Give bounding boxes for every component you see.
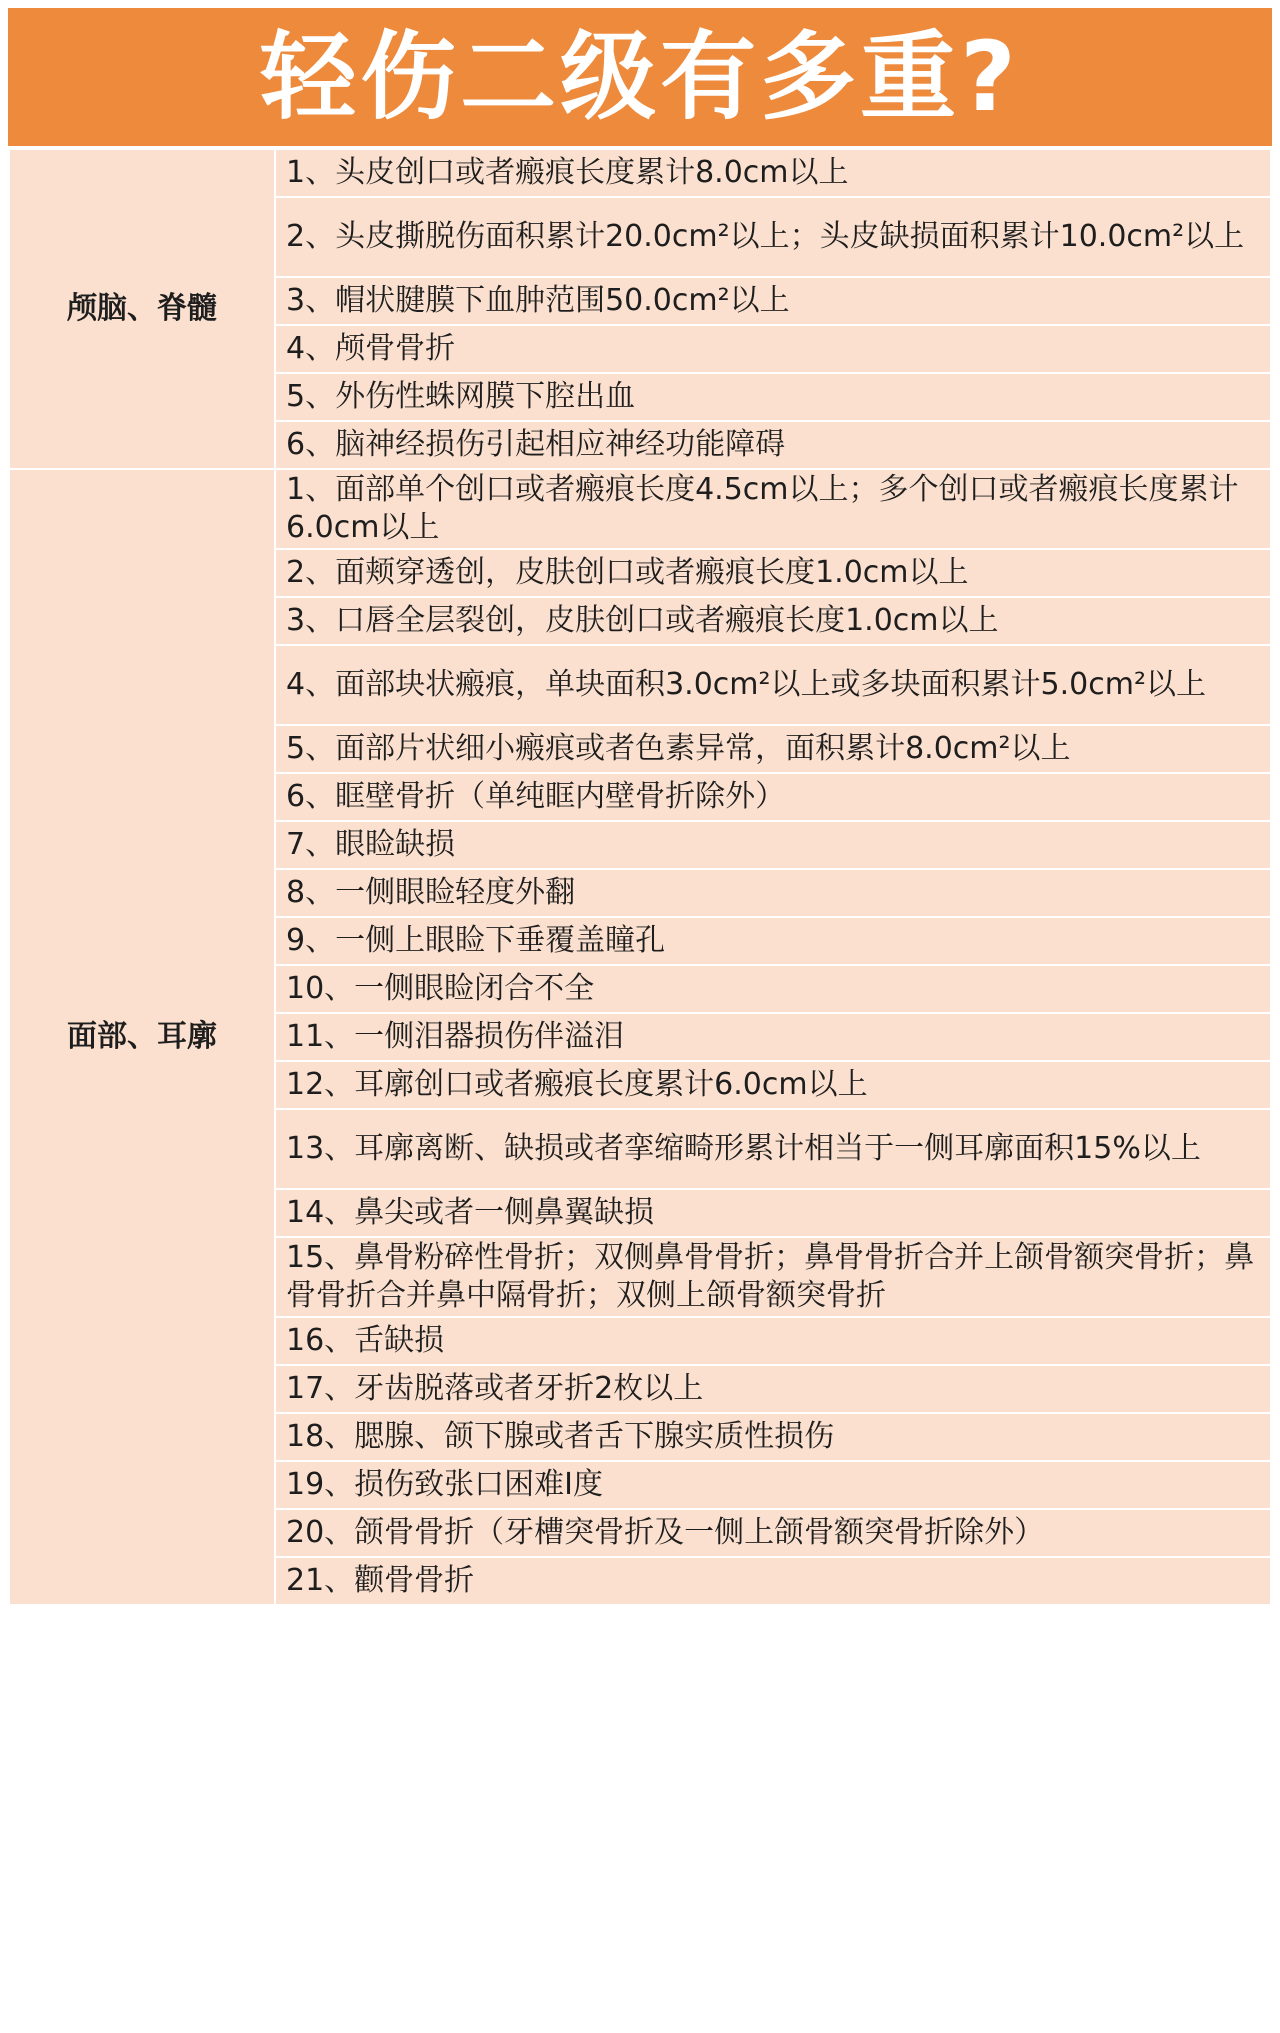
criterion-item: 1、面部单个创口或者瘢痕长度4.5cm以上；多个创口或者瘢痕长度累计6.0cm以上 [275,469,1271,549]
criterion-item: 2、头皮撕脱伤面积累计20.0cm²以上；头皮缺损面积累计10.0cm²以上 [275,197,1271,277]
page-title: 轻伤二级有多重? [260,21,1020,133]
criterion-item: 7、眼睑缺损 [275,821,1271,869]
criterion-item: 5、外伤性蛛网膜下腔出血 [275,373,1271,421]
criterion-item: 6、脑神经损伤引起相应神经功能障碍 [275,421,1271,469]
criterion-item: 16、舌缺损 [275,1317,1271,1365]
table-row [9,149,1271,197]
criterion-item: 4、面部块状瘢痕，单块面积3.0cm²以上或多块面积累计5.0cm²以上 [275,645,1271,725]
criterion-item: 17、牙齿脱落或者牙折2枚以上 [275,1365,1271,1413]
table-row [9,469,1271,549]
criterion-item: 15、鼻骨粉碎性骨折；双侧鼻骨骨折；鼻骨骨折合并上颌骨额突骨折；鼻骨骨折合并鼻中隔骨折；双侧上颌骨额突骨折 [275,1237,1271,1317]
criterion-item: 6、眶壁骨折（单纯眶内壁骨折除外） [275,773,1271,821]
criterion-item: 5、面部片状细小瘢痕或者色素异常，面积累计8.0cm²以上 [275,725,1271,773]
criterion-item: 14、鼻尖或者一侧鼻翼缺损 [275,1189,1271,1237]
criterion-item: 13、耳廓离断、缺损或者挛缩畸形累计相当于一侧耳廓面积15%以上 [275,1109,1271,1189]
criterion-item: 9、一侧上眼睑下垂覆盖瞳孔 [275,917,1271,965]
criterion-item: 8、一侧眼睑轻度外翻 [275,869,1271,917]
category-label-cranial-spinal: 颅脑、脊髓 [9,149,275,469]
criterion-item: 12、耳廓创口或者瘢痕长度累计6.0cm以上 [275,1061,1271,1109]
criterion-item: 18、腮腺、颌下腺或者舌下腺实质性损伤 [275,1413,1271,1461]
criterion-item: 11、一侧泪器损伤伴溢泪 [275,1013,1271,1061]
criterion-item: 3、帽状腱膜下血肿范围50.0cm²以上 [275,277,1271,325]
category-label-face-ear: 面部、耳廓 [9,469,275,1605]
criterion-item: 19、损伤致张口困难Ⅰ度 [275,1461,1271,1509]
criterion-item: 21、颧骨骨折 [275,1557,1271,1605]
criterion-item: 2、面颊穿透创，皮肤创口或者瘢痕长度1.0cm以上 [275,549,1271,597]
criterion-item: 10、一侧眼睑闭合不全 [275,965,1271,1013]
criteria-table [8,148,1272,1606]
criteria-table-body [9,149,1271,1605]
criterion-item: 4、颅骨骨折 [275,325,1271,373]
title-banner [8,8,1272,146]
criterion-item: 20、颌骨骨折（牙槽突骨折及一侧上颌骨额突骨折除外） [275,1509,1271,1557]
criterion-item: 1、头皮创口或者瘢痕长度累计8.0cm以上 [275,149,1271,197]
criterion-item: 3、口唇全层裂创，皮肤创口或者瘢痕长度1.0cm以上 [275,597,1271,645]
